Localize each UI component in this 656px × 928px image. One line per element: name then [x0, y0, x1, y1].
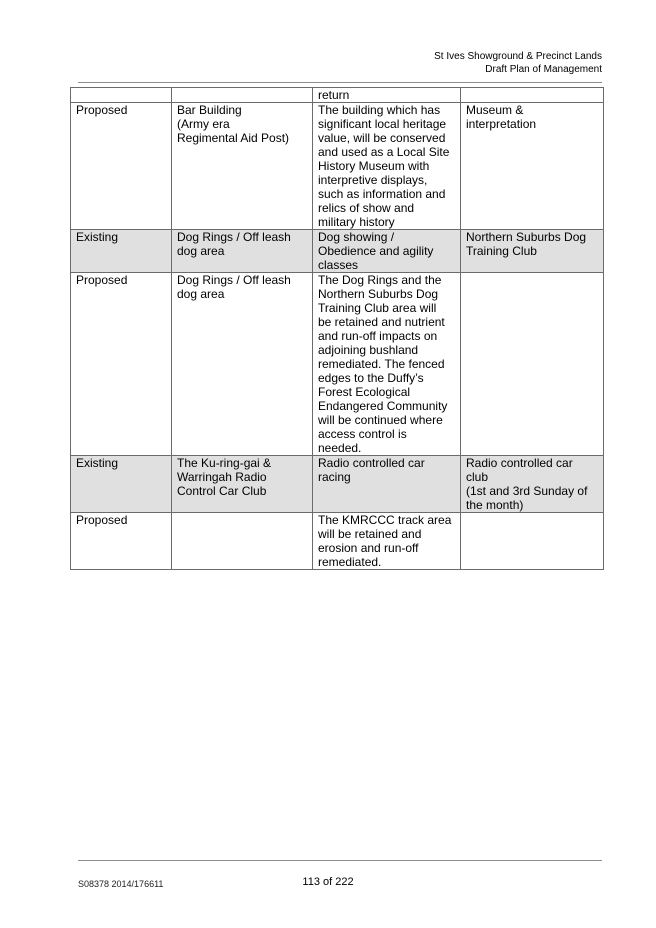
table-cell-status: Proposed: [71, 273, 172, 456]
header-divider: [78, 82, 602, 83]
table-cell-user: [461, 513, 604, 570]
table-row: [71, 88, 604, 103]
table-row: [71, 230, 604, 273]
table-cell-facility: The Ku-ring-gai & Warringah Radio Control Car Club: [172, 456, 313, 513]
table-cell-user: [461, 88, 604, 103]
table-cell-description: Radio controlled car racing: [313, 456, 461, 513]
table-cell-status: Proposed: [71, 103, 172, 230]
table-cell-facility: Dog Rings / Off leash dog area: [172, 230, 313, 273]
table-cell-facility: [172, 88, 313, 103]
table-cell-user: [461, 273, 604, 456]
table-cell-user: Northern Suburbs Dog Training Club: [461, 230, 604, 273]
table-cell-facility: [172, 513, 313, 570]
page-number: 113 of 222: [302, 876, 354, 888]
table-cell-status: Proposed: [71, 513, 172, 570]
header-title: St Ives Showground & Precinct Lands: [434, 51, 602, 62]
table-row: [71, 456, 604, 513]
header-subtitle: Draft Plan of Management: [485, 64, 602, 75]
table-row: [71, 273, 604, 456]
table-cell-facility: Bar Building (Army era Regimental Aid Post): [172, 103, 313, 230]
plan-table: [70, 87, 604, 570]
table-row: [71, 103, 604, 230]
table-cell-description: return: [313, 88, 461, 103]
document-reference: S08378 2014/176611: [78, 879, 164, 889]
table-row: [71, 513, 604, 570]
table-cell-status: Existing: [71, 456, 172, 513]
table-cell-user: Museum & interpretation: [461, 103, 604, 230]
table-cell-status: Existing: [71, 230, 172, 273]
table-cell-description: The KMRCCC track area will be retained and erosion and run-off remediated.: [313, 513, 461, 570]
table-cell-description: The Dog Rings and the Northern Suburbs Dog Training Club area will be retained and nutrient and run-off impacts on adjoining bushland remediated. The fenced edges to the Duffy’s Forest Ecological Endangered Community will be continued where access control is needed.: [313, 273, 461, 456]
footer-divider: [78, 860, 602, 861]
table-cell-status: [71, 88, 172, 103]
table-cell-description: Dog showing / Obedience and agility classes: [313, 230, 461, 273]
page-header: [434, 50, 602, 76]
table-cell-user: Radio controlled car club (1st and 3rd Sunday of the month): [461, 456, 604, 513]
table-cell-facility: Dog Rings / Off leash dog area: [172, 273, 313, 456]
table-cell-description: The building which has significant local heritage value, will be conserved and used as a Local Site History Museum with interpretive displays, such as information and relics of show and military history: [313, 103, 461, 230]
